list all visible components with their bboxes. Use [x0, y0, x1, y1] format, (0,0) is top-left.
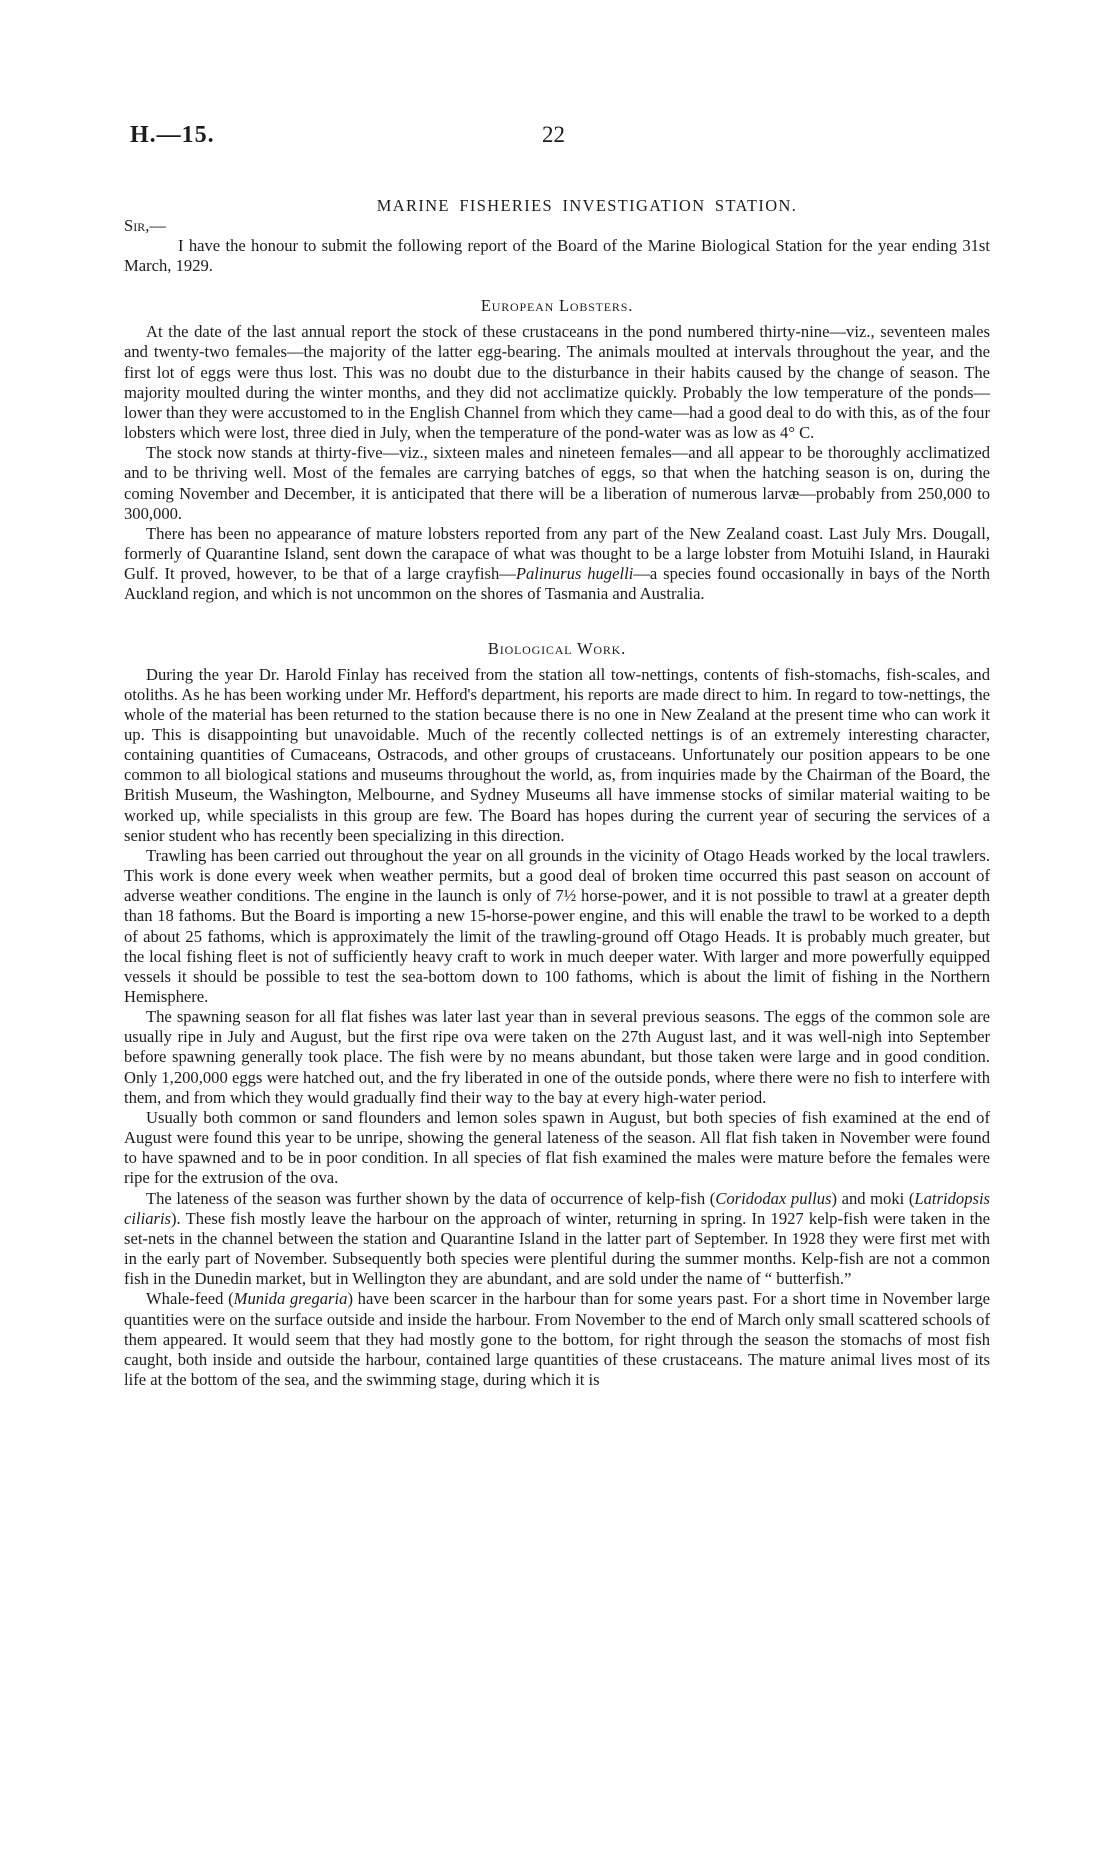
salutation: Sir,—: [124, 216, 166, 235]
species-name-latridopsis: Latridopsis ciliaris: [124, 1188, 991, 1228]
lobsters-p3-text-a: There has been no appearance of mature lobsters reported from any part of the New Zealand coast. Last July Mrs. Dougall, formerly of Quarantine Island, sent down the carapace of what was thought to be a large lobster from Motuihi Island, in Hauraki Gulf. It proved, however, to be that of a large crayfish—: [124, 523, 990, 584]
biological-paragraph-4: Usually both common or sand flounders and lemon soles spawn in August, but both species of fish examined at the end of August were found this year to be unripe, showing the general lateness of the season. All flat fish taken in November were found to have spawned and to be in poor condition. In all species of flat fish examined the males were mature before the females were ripe for the extrusion of the ova.: [124, 1107, 990, 1188]
section-spacer: [124, 605, 990, 639]
biological-paragraph-6: [124, 1289, 990, 1390]
page-number: 22: [542, 122, 565, 147]
lobsters-paragraph-2: The stock now stands at thirty-five—viz., sixteen males and nineteen females—and all appear to be thoroughly acclimatized and to be thriving well. Most of the females are carrying batches of eggs, so that when the hatching season is on, during the coming November and December, it is anticipated that there will be a liberation of numerous larvæ—probably from 250,000 to 300,000.: [124, 443, 990, 523]
biological-paragraph-2: Trawling has been carried out throughout the year on all grounds in the vicinity of Otago Heads worked by the local trawlers. This work is done every week when weather permits, but a good deal of broken time occurred this past season on account of adverse weather conditions. The engine in the launch is only of 7½ horse-power, and it is not possible to trawl at a greater depth than 18 fathoms. But the Board is importing a new 15-horse-power engine, and this will enable the trawl to be worked to a depth of about 25 fathoms, which is approximately the limit of the trawling-ground off Otago Heads. It is probably much greater, but the local fishing fleet is not of sufficiently heavy craft to work in much deeper water. With larger and more powerfully equipped vessels it should be possible to test the sea-bottom down to 100 fathoms, which is about the limit of fishing in the Northern Hemisphere.: [124, 845, 990, 1006]
lobsters-paragraph-1: At the date of the last annual report the stock of these crustaceans in the pond numbered thirty-nine—viz., seventeen males and twenty-two females—the majority of the latter egg-bearing. The animals moulted at intervals throughout the year, and the first lot of eggs were thus lost. This was no doubt due to the disturbance in their habits caused by the change of season. The majority moulted during the winter months, and they did not acclimatize quickly. Probably the low temperature of the ponds—lower than they were accustomed to in the English Channel from which they came—had a good deal to do with this, as of the four lobsters which were lost, three died in July, when the temperature of the pond-water was as low as 4° C.: [124, 322, 990, 443]
species-name-munida: Munida gregaria: [233, 1289, 348, 1309]
biological-p5-text-b: ) and moki (: [831, 1188, 915, 1208]
section-spacer: [124, 276, 990, 296]
biological-p6-text-b: ) have been scarcer in the harbour than for some years past. For a short time in November large quantities were on the surface outside and inside the harbour. From November to the end of March only small scattered schools of them appeared. It would seem that they had mostly gone to the bottom, for right through the season the stomachs of most fish caught, both inside and outside the harbour, contained large quantities of these crustaceans. The mature animal lives most of its life at the bottom of the sea, and the swimming stage, during which it is: [124, 1289, 990, 1389]
species-name-coridodax: Coridodax pullus: [715, 1188, 832, 1208]
biological-p6-text-a: Whale-feed (: [146, 1289, 234, 1309]
intro-paragraph: I have the honour to submit the following report of the Board of the Marine Biological Station for the year ending 31st March, 1929.: [124, 236, 990, 276]
station-title: MARINE FISHERIES INVESTIGATION STATION.: [376, 196, 798, 215]
species-name-palinurus: Palinurus hugelli: [515, 564, 634, 584]
report-body: [124, 196, 990, 1390]
page-reference: H.—15.: [130, 122, 215, 148]
biological-paragraph-5: [124, 1189, 990, 1290]
biological-p5-text-c: ). These fish mostly leave the harbour on the approach of winter, returning in spring. In 1927 kelp-fish were taken in the set-nets in the channel between the station and Quarantine Island in the latter part of September. In 1928 they were first met with in the early part of November. Subsequently both species were plentiful during the summer months. Kelp-fish are not a common fish in the Dunedin market, but in Wellington they are abundant, and are sold under the name of “ butterfish.”: [124, 1208, 990, 1289]
biological-p5-text-a: The lateness of the season was further shown by the data of occurrence of kelp-fish (: [146, 1188, 716, 1208]
section-heading-biological-work: Biological Work.: [487, 638, 627, 658]
biological-paragraph-1: During the year Dr. Harold Finlay has received from the station all tow-nettings, contents of fish-stomachs, fish-scales, and otoliths. As he has been working under Mr. Hefford's department, his reports are made direct to him. In regard to tow-nettings, the whole of the material has been returned to the station because there is no one in New Zealand at the present time who can work it up. This is disappointing but unavoidable. Much of the recently collected nettings is of an extremely interesting character, containing quantities of Cumaceans, Ostracods, and other groups of crustaceans. Unfortunately our position appears to be one common to all biological stations and museums throughout the world, as, from inquiries made by the Chairman of the Board, the British Museum, the Washington, Melbourne, and Sydney Museums all have immense stocks of similar material waiting to be worked up, while specialists in this group are few. The Board has hopes during the current year of securing the services of a senior student who has recently been specializing in this direction.: [124, 664, 990, 845]
lobsters-p3-text-b: —a species found occasionally in bays of the North Auckland region, and which is not uncommon on the shores of Tasmania and Australia.: [124, 564, 990, 604]
running-header: [130, 122, 990, 152]
lobsters-paragraph-3: [124, 524, 990, 605]
biological-paragraph-3: The spawning season for all flat fishes was later last year than in several previous seasons. The eggs of the common sole are usually ripe in July and August, but the first ripe ova were taken on the 27th August last, and it was well-nigh into September before spawning generally took place. The fish were by no means abundant, but those taken were large and in good condition. Only 1,200,000 eggs were hatched out, and the fry liberated in one of the outside ponds, where there were no fish to interfere with them, and from which they would gradually find their way to the bay at every high-water period.: [124, 1007, 990, 1107]
section-heading-lobsters: European Lobsters.: [480, 296, 634, 316]
